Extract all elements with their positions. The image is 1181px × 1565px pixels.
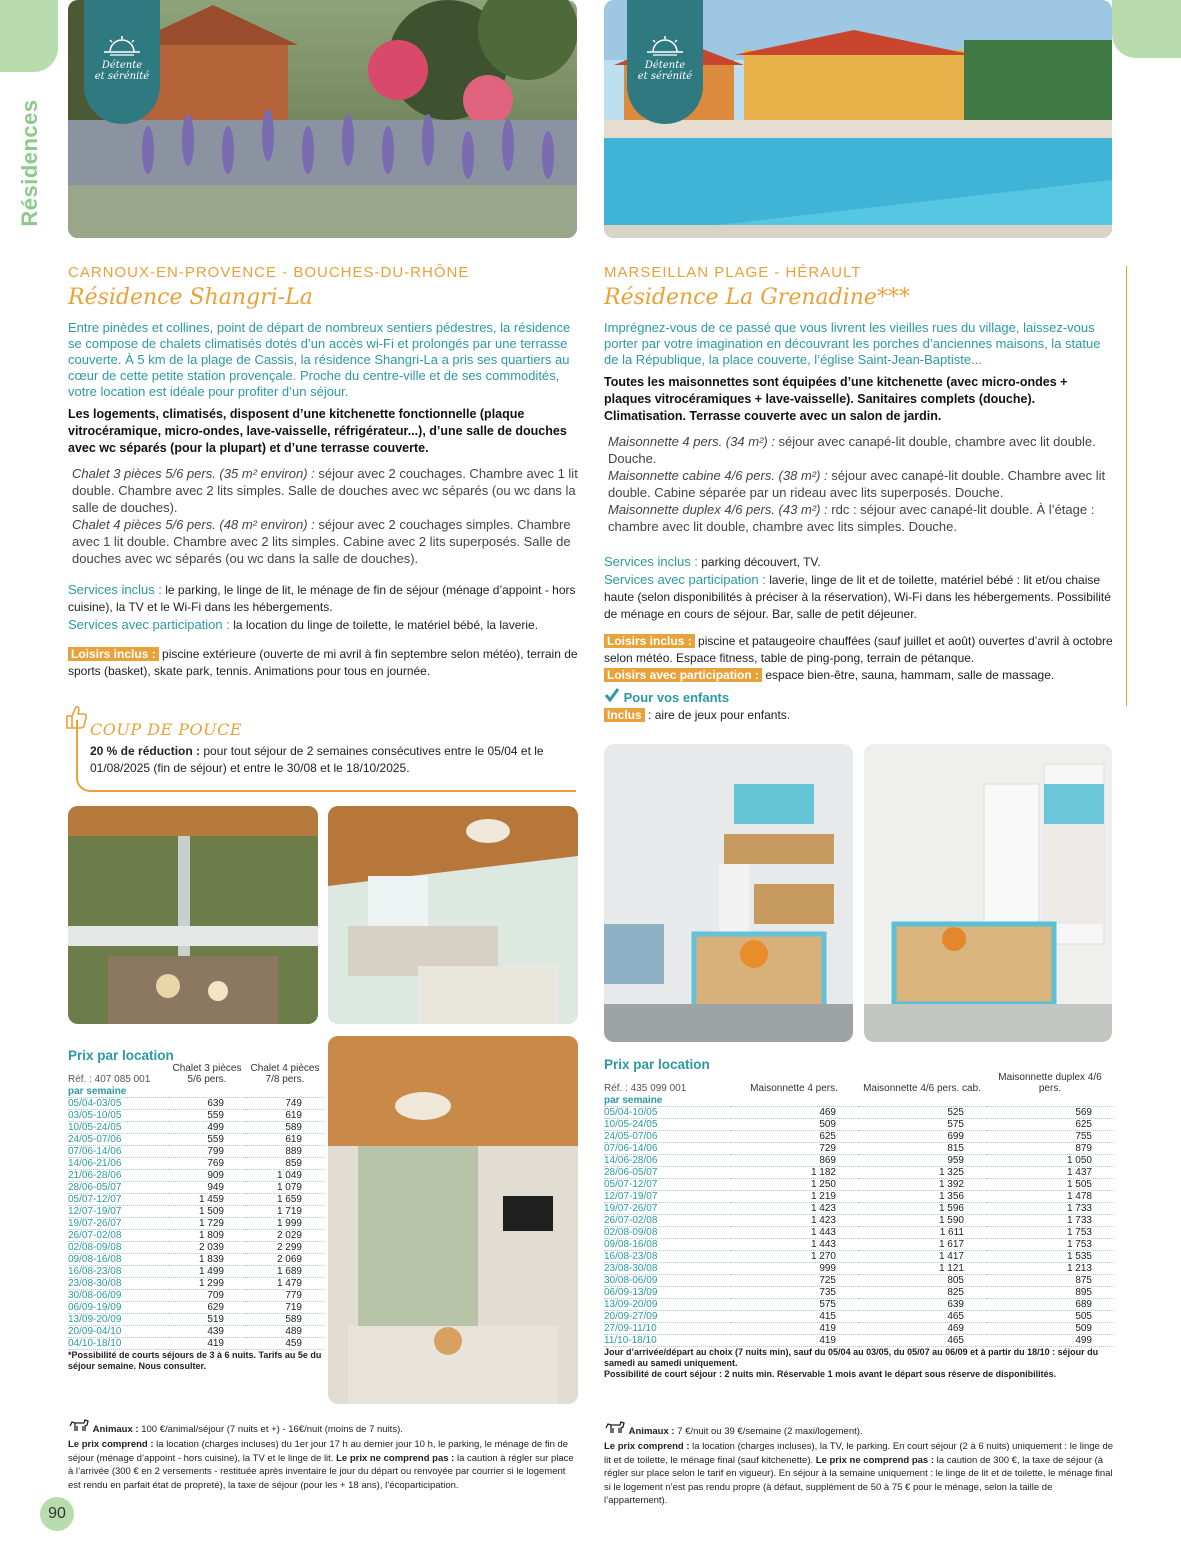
dog-icon	[604, 1426, 626, 1437]
side-label-text: Résidences	[17, 99, 42, 227]
price-row	[68, 1290, 324, 1302]
period-cell: 20/09-27/09	[604, 1311, 730, 1323]
price-cell: 799	[168, 1146, 246, 1158]
price-cell: 825	[858, 1287, 986, 1299]
price-cell: 805	[858, 1275, 986, 1287]
price-cell: 639	[858, 1299, 986, 1311]
includes-text: la location (charges incluses), la TV, le parking. En court séjour (2 à 6 nuits) uniquement : le linge de lit et de toilette, le ménage final (sauf kitchenette).	[604, 1441, 1114, 1466]
services-included-text: parking découvert, TV.	[697, 555, 821, 569]
leisure-label: Loisirs inclus :	[68, 647, 159, 661]
price-cell: 629	[168, 1302, 246, 1314]
price-row	[68, 1146, 324, 1158]
price-cell: 1 729	[168, 1218, 246, 1230]
price-cell: 779	[246, 1290, 324, 1302]
services-included-label: Services inclus :	[604, 554, 698, 569]
includes-text: la location (charges incluses) du 1er jour 17 h au dernier jour 10 h, le parking, le ménage de fin de séjour (ménage d’appoint - hors cuisine), la TV et le linge de lit.	[68, 1439, 569, 1464]
price-row	[604, 1119, 1114, 1131]
period-cell: 28/06-05/07	[68, 1182, 168, 1194]
lodging-desc: séjour avec 2 couchages simples. Chambre avec 1 lit double. Chambre avec 2 lits simples. Cabine avec 2 lits superposés. Salle de douches avec wc séparés (ou wc dans la salle de douches).	[72, 517, 571, 566]
price-row	[68, 1326, 324, 1338]
sun-icon	[104, 34, 140, 56]
left-price-block	[68, 1048, 326, 1372]
period-cell: 30/08-06/09	[68, 1290, 168, 1302]
includes-label: Le prix comprend :	[604, 1441, 690, 1452]
price-cell: 1 392	[858, 1179, 986, 1191]
price-cell: 1 423	[730, 1203, 858, 1215]
services-included-label: Services inclus :	[68, 582, 162, 597]
period-cell: 05/04-10/05	[604, 1107, 730, 1119]
price-cell: 869	[730, 1155, 858, 1167]
section-side-label	[8, 100, 52, 240]
price-cell: 519	[168, 1314, 246, 1326]
dog-icon	[68, 1424, 90, 1435]
price-cell: 1 753	[986, 1227, 1114, 1239]
price-cell: 1 356	[858, 1191, 986, 1203]
price-row	[604, 1275, 1114, 1287]
price-row	[68, 1266, 324, 1278]
period-cell: 12/07-19/07	[604, 1191, 730, 1203]
price-cell: 1 659	[246, 1194, 324, 1206]
price-cell: 499	[168, 1122, 246, 1134]
leisure-paid-label: Loisirs avec participation :	[604, 668, 762, 682]
services	[604, 553, 1114, 623]
intro-text: Entre pinèdes et collines, point de départ de nombreux sentiers pédestres, la résidence se compose de chalets climatisés dotés d’un accès wi-Fi et prolongés par une terrasse couverte. À 5 km de la plage de Cassis, la résidence Shangri-La a pris ses quartiers au cœur de cette petite station provençale. Proche du centre-ville et de ses commodités, votre location est idéale pour profiter d’un séjour.	[68, 320, 571, 399]
price-cell: 625	[730, 1131, 858, 1143]
excludes-text: la caution à régler sur place à l’arrivée (300 € en 2 versements - restituée après inventaire le jour du départ ou renvoyée par courrier si le logement est rendu en parfait état de propreté), la taxe de séjour (pour les + 18 ans), l’écoparticipation.	[68, 1452, 574, 1491]
services-paid-text: la location du linge de toilette, le matériel bébé, la laverie.	[229, 618, 539, 632]
price-cell: 415	[730, 1311, 858, 1323]
period-cell: 06/09-19/09	[68, 1302, 168, 1314]
price-row	[604, 1323, 1114, 1335]
price-row	[68, 1278, 324, 1290]
period-cell: 26/07-02/08	[68, 1230, 168, 1242]
price-cell: 1 999	[246, 1218, 324, 1230]
price-cell: 949	[168, 1182, 246, 1194]
price-row	[68, 1182, 324, 1194]
price-cell: 465	[858, 1311, 986, 1323]
price-row	[604, 1215, 1114, 1227]
services-paid-text: laverie, linge de lit et de toilette, matériel bébé : lit et/ou chaise haute (selon disponibilités à préciser à la réservation), Wi-Fi dans les hébergements. Possibilité de ménage en cours de séjour. Bar, salle de petit déjeuner.	[604, 573, 1111, 621]
price-row	[604, 1179, 1114, 1191]
price-cell: 569	[986, 1107, 1114, 1119]
pets-text: 100 €/animal/séjour (7 nuits et +) - 16€/nuit (moins de 7 nuits).	[138, 1424, 403, 1435]
pets-label: Animaux :	[92, 1424, 139, 1435]
badge-line-2: et sérénité	[637, 71, 693, 82]
leisure-text: piscine et pataugeoire chauffées (sauf juillet et août) ouvertes d’avril à octobre selon météo. Espace fitness, table de ping-pong, terrain de pétanque.	[604, 634, 1113, 665]
services	[68, 581, 578, 634]
price-cell: 719	[246, 1302, 324, 1314]
leisure-text: piscine extérieure (ouverte de mi avril à fin septembre selon météo), terrain de sports (basket), skate park, tennis. Animations pour tous en journée.	[68, 647, 578, 678]
price-cell: 2 069	[246, 1254, 324, 1266]
price-cell: 1 839	[168, 1254, 246, 1266]
residence-name: Résidence La Grenadine***	[604, 285, 910, 310]
period-cell: 05/07-12/07	[68, 1194, 168, 1206]
right-conditions	[604, 1420, 1114, 1508]
price-row	[604, 1143, 1114, 1155]
price-cell: 709	[168, 1290, 246, 1302]
period-cell: 24/05-07/06	[68, 1134, 168, 1146]
price-includes	[604, 1440, 1114, 1508]
services-included-text: le parking, le linge de lit, le ménage de fin de séjour (ménage d’appoint - hors cuisine), la TV et le Wi-Fi dans les hébergements.	[68, 583, 576, 614]
lodging-type: Maisonnette 4 pers. (34 m²) :	[608, 434, 775, 449]
price-cell: 559	[168, 1110, 246, 1122]
equipment-text: Les logements, climatisés, disposent d’une kitchenette fonctionnelle (plaque vitrocéramique, micro-ondes, lave-vaisselle, réfrigérateur...), d’une salle de douches avec wc séparés (pour la plupart) et d’une terrasse couverte.	[68, 407, 567, 455]
price-cell: 1 437	[986, 1167, 1114, 1179]
price-row	[68, 1230, 324, 1242]
right-description	[604, 264, 1114, 724]
price-cell: 699	[858, 1131, 986, 1143]
period-cell: 23/08-30/08	[604, 1263, 730, 1275]
period-cell: 09/08-16/08	[604, 1239, 730, 1251]
price-cell: 419	[168, 1338, 246, 1350]
services-paid-label: Services avec participation :	[68, 617, 230, 632]
equipment-text: Toutes les maisonnettes sont équipées d’une kitchenette (avec micro-ondes + plaques vitrocéramiques + lave-vaisselle). Sanitaires complets (douche). Climatisation. Terrasse couverte avec un salon de jardin.	[604, 375, 1068, 423]
price-row	[604, 1287, 1114, 1299]
price-row	[604, 1155, 1114, 1167]
price-cell: 505	[986, 1311, 1114, 1323]
price-row	[604, 1131, 1114, 1143]
price-row	[68, 1158, 324, 1170]
location-title: CARNOUX-EN-PROVENCE - BOUCHES-DU-RHÔNE	[68, 264, 470, 281]
period-cell: 12/07-19/07	[68, 1206, 168, 1218]
price-cell: 1 689	[246, 1266, 324, 1278]
price-cell: 525	[858, 1107, 986, 1119]
price-cell: 1 505	[986, 1179, 1114, 1191]
price-cell: 465	[858, 1335, 986, 1347]
lodging-desc: rdc : séjour avec canapé-lit double. À l’étage : chambre avec lit double, chambre avec lits simples. Douche.	[608, 502, 1095, 534]
excludes-text: la caution de 300 €, la taxe de séjour (à régler sur place selon le tarif en vigueur). En séjour à la semaine uniquement : le linge de lit et de toilette, le ménage final si le logement n’est pas rendu propre (à défaut, supplément de 50 à 75 € pour le ménage, selon la taille de l’appartement).	[604, 1454, 1113, 1506]
price-cell: 1 299	[168, 1278, 246, 1290]
kids-included	[604, 707, 1114, 724]
per-week-label: par semaine	[604, 1095, 1114, 1107]
price-table	[68, 1063, 324, 1350]
price-cell: 1 753	[986, 1239, 1114, 1251]
price-cell: 559	[168, 1134, 246, 1146]
left-conditions	[68, 1418, 578, 1492]
right-price-block	[604, 1057, 1114, 1380]
col-header: Maisonnette 4/6 pers. cab.	[863, 1083, 981, 1094]
price-cell: 1 423	[730, 1215, 858, 1227]
period-cell: 13/09-20/09	[68, 1314, 168, 1326]
price-cell: 1 213	[986, 1263, 1114, 1275]
period-cell: 16/08-23/08	[604, 1251, 730, 1263]
price-row	[604, 1191, 1114, 1203]
price-note-1: Jour d’arrivée/départ au choix (7 nuits min), sauf du 05/04 au 03/05, du 05/07 au 06/09 et à partir du 18/10 : séjour du samedi au samedi uniquement.	[604, 1347, 1099, 1368]
period-cell: 03/05-10/05	[68, 1110, 168, 1122]
pets-label: Animaux :	[628, 1426, 675, 1437]
price-cell: 1 617	[858, 1239, 986, 1251]
pets-text: 7 €/nuit ou 39 €/semaine (2 maxi/logement).	[674, 1426, 863, 1437]
period-cell: 24/05-07/06	[604, 1131, 730, 1143]
period-cell: 21/06-28/06	[68, 1170, 168, 1182]
price-cell: 1 050	[986, 1155, 1114, 1167]
price-cell: 769	[168, 1158, 246, 1170]
price-cell: 909	[168, 1170, 246, 1182]
photo-kitchen-2	[864, 744, 1112, 1042]
period-cell: 14/06-28/06	[604, 1155, 730, 1167]
price-row	[68, 1302, 324, 1314]
location-title: MARSEILLAN PLAGE - HÉRAULT	[604, 264, 862, 281]
price-cell: 1 611	[858, 1227, 986, 1239]
period-cell: 20/09-04/10	[68, 1326, 168, 1338]
price-row	[604, 1227, 1114, 1239]
photo-chalet-living	[328, 806, 578, 1024]
price-cell: 619	[246, 1110, 324, 1122]
discount-text: pour tout séjour de 2 semaines consécutives entre le 05/04 et le 01/08/2025 (fin de séjour) et entre le 30/08 et le 18/10/2025.	[90, 744, 544, 775]
period-cell: 07/06-14/06	[68, 1146, 168, 1158]
price-cell: 1 535	[986, 1251, 1114, 1263]
kids-label: Inclus	[604, 708, 645, 722]
discount-label: 20 % de réduction :	[90, 744, 201, 758]
period-cell: 11/10-18/10	[604, 1335, 730, 1347]
price-cell: 749	[246, 1098, 324, 1110]
price-cell: 875	[986, 1275, 1114, 1287]
price-cell: 959	[858, 1155, 986, 1167]
period-cell: 13/09-20/09	[604, 1299, 730, 1311]
price-cell: 1 478	[986, 1191, 1114, 1203]
lodging-type: Maisonnette cabine 4/6 pers. (38 m²) :	[608, 468, 828, 483]
price-ref: Réf. : 435 099 001	[604, 1083, 687, 1094]
price-cell: 859	[246, 1158, 324, 1170]
period-cell: 05/07-12/07	[604, 1179, 730, 1191]
period-cell: 05/04-03/05	[68, 1098, 168, 1110]
price-row	[68, 1338, 324, 1350]
price-cell: 589	[246, 1122, 324, 1134]
lodging-list	[604, 433, 1114, 535]
price-row	[604, 1335, 1114, 1347]
col-header: Maisonnette 4 pers.	[750, 1083, 838, 1094]
price-cell: 2 299	[246, 1242, 324, 1254]
price-row	[68, 1170, 324, 1182]
column-divider	[1126, 266, 1127, 706]
photo-chalet-dining	[328, 1036, 578, 1404]
lodging-type: Chalet 4 pièces 5/6 pers. (48 m² environ) :	[72, 517, 315, 532]
price-cell: 755	[986, 1131, 1114, 1143]
price-cell: 589	[246, 1314, 324, 1326]
price-row	[68, 1242, 324, 1254]
price-cell: 575	[858, 1119, 986, 1131]
price-row	[68, 1206, 324, 1218]
price-cell: 1 733	[986, 1203, 1114, 1215]
price-cell: 1 219	[730, 1191, 858, 1203]
lodging-desc: séjour avec canapé-lit double, chambre avec lit double. Douche.	[608, 434, 1096, 466]
price-cell: 729	[730, 1143, 858, 1155]
price-table	[604, 1072, 1114, 1347]
period-cell: 10/05-24/05	[68, 1122, 168, 1134]
excludes-label: Le prix ne comprend pas :	[336, 1452, 455, 1464]
price-cell: 1 121	[858, 1263, 986, 1275]
period-cell: 16/08-23/08	[68, 1266, 168, 1278]
price-cell: 439	[168, 1326, 246, 1338]
period-cell: 06/09-13/09	[604, 1287, 730, 1299]
per-week-label: par semaine	[68, 1086, 324, 1098]
price-cell: 2 029	[246, 1230, 324, 1242]
price-row	[604, 1299, 1114, 1311]
photo-kitchen-1	[604, 744, 853, 1042]
badge-line-2: et sérénité	[94, 71, 150, 82]
price-cell: 509	[730, 1119, 858, 1131]
lodging-desc: séjour avec 2 couchages. Chambre avec 1 lit double. Chambre avec 2 lits simples. Salle de douches avec wc séparés (ou wc dans la salle de douches).	[72, 466, 578, 515]
photo-terrace	[68, 806, 318, 1024]
price-cell: 1 049	[246, 1170, 324, 1182]
price-cell: 469	[730, 1107, 858, 1119]
price-cell: 1 479	[246, 1278, 324, 1290]
price-cell: 1 417	[858, 1251, 986, 1263]
price-cell: 1 443	[730, 1239, 858, 1251]
period-cell: 02/08-09/08	[604, 1227, 730, 1239]
coup-de-pouce-box	[76, 720, 576, 792]
leisure	[68, 646, 578, 680]
price-cell: 1 509	[168, 1206, 246, 1218]
price-cell: 575	[730, 1299, 858, 1311]
price-cell: 619	[246, 1134, 324, 1146]
col-header: Maisonnette duplex 4/6 pers.	[998, 1072, 1102, 1094]
period-cell: 04/10-18/10	[68, 1338, 168, 1350]
price-row	[604, 1311, 1114, 1323]
excludes-label: Le prix ne comprend pas :	[815, 1454, 935, 1466]
price-cell: 499	[986, 1335, 1114, 1347]
price-cell: 469	[858, 1323, 986, 1335]
period-cell: 10/05-24/05	[604, 1119, 730, 1131]
price-cell: 1 590	[858, 1215, 986, 1227]
lodging-type: Chalet 3 pièces 5/6 pers. (35 m² environ) :	[72, 466, 315, 481]
price-row	[68, 1110, 324, 1122]
period-cell: 30/08-06/09	[604, 1275, 730, 1287]
includes-label: Le prix comprend :	[68, 1439, 154, 1450]
intro-text: Imprégnez-vous de ce passé que vous livrent les vieilles rues du village, laissez-vous porter par votre imagination en découvrant les porches d’anciennes maisons, la statue de la République, la place couverte, l’église Saint-Jean-Baptiste...	[604, 320, 1101, 367]
coup-de-pouce-title: COUP DE POUCE	[90, 720, 243, 739]
kids-title	[604, 688, 1114, 705]
price-cell: 689	[986, 1299, 1114, 1311]
price-row	[604, 1203, 1114, 1215]
services-paid-label: Services avec participation :	[604, 572, 766, 587]
price-note: *Possibilité de courts séjours de 3 à 6 nuits. Tarifs au 5e du séjour semaine. Nous consulter.	[68, 1350, 322, 1371]
pets-line	[604, 1420, 1114, 1438]
leisure-label: Loisirs inclus :	[604, 634, 695, 648]
price-row	[68, 1254, 324, 1266]
price-cell: 1 182	[730, 1167, 858, 1179]
price-cell: 1 325	[858, 1167, 986, 1179]
corner-tab-left	[0, 0, 58, 72]
price-title: Prix par location	[604, 1057, 710, 1072]
price-cell: 879	[986, 1143, 1114, 1155]
sun-icon	[647, 34, 683, 56]
price-cell: 1 443	[730, 1227, 858, 1239]
price-cell: 1 459	[168, 1194, 246, 1206]
col-header: Chalet 4 pièces 7/8 pers.	[250, 1063, 320, 1085]
price-row	[68, 1134, 324, 1146]
price-cell: 419	[730, 1335, 858, 1347]
page-number: 90	[40, 1497, 74, 1531]
price-row	[68, 1122, 324, 1134]
price-row	[68, 1194, 324, 1206]
badge-detente-right	[627, 0, 703, 124]
price-row	[68, 1098, 324, 1110]
price-cell: 1 719	[246, 1206, 324, 1218]
price-cell: 489	[246, 1326, 324, 1338]
price-cell: 725	[730, 1275, 858, 1287]
price-cell: 999	[730, 1263, 858, 1275]
period-cell: 09/08-16/08	[68, 1254, 168, 1266]
price-cell: 1 733	[986, 1215, 1114, 1227]
price-cell: 895	[986, 1287, 1114, 1299]
price-row	[604, 1167, 1114, 1179]
badge-line-1: Détente	[101, 60, 143, 71]
check-icon	[604, 690, 620, 705]
price-cell: 1 809	[168, 1230, 246, 1242]
price-ref: Réf. : 407 085 001	[68, 1074, 151, 1085]
price-cell: 459	[246, 1338, 324, 1350]
price-note-2: Possibilité de court séjour : 2 nuits min. Réservable 1 mois avant le départ sous réserve de disponibilités.	[604, 1369, 1057, 1379]
price-cell: 625	[986, 1119, 1114, 1131]
period-cell: 07/06-14/06	[604, 1143, 730, 1155]
price-row	[604, 1107, 1114, 1119]
price-cell: 815	[858, 1143, 986, 1155]
kids-text: : aire de jeux pour enfants.	[644, 708, 791, 722]
period-cell: 14/06-21/06	[68, 1158, 168, 1170]
kids-title-text: Pour vos enfants	[623, 690, 730, 705]
lodging-list	[68, 465, 578, 567]
residence-name: Résidence Shangri-La	[68, 285, 313, 310]
price-cell: 639	[168, 1098, 246, 1110]
price-cell: 1 079	[246, 1182, 324, 1194]
coup-de-pouce-text	[90, 743, 576, 777]
badge-detente-left	[84, 0, 160, 124]
lodging-desc: séjour avec canapé-lit double. Chambre avec lit double. Cabine séparée par un rideau avec lits superposés. Douche.	[608, 468, 1106, 500]
badge-line-1: Détente	[644, 60, 686, 71]
period-cell: 27/09-11/10	[604, 1323, 730, 1335]
price-cell: 1 270	[730, 1251, 858, 1263]
price-title: Prix par location	[68, 1048, 174, 1063]
price-cell: 1 250	[730, 1179, 858, 1191]
period-cell: 23/08-30/08	[68, 1278, 168, 1290]
price-row	[68, 1314, 324, 1326]
price-row	[604, 1239, 1114, 1251]
price-cell: 509	[986, 1323, 1114, 1335]
price-cell: 1 499	[168, 1266, 246, 1278]
period-cell: 28/06-05/07	[604, 1167, 730, 1179]
price-row	[604, 1251, 1114, 1263]
pets-line	[68, 1418, 578, 1436]
left-description	[68, 264, 578, 680]
leisure	[604, 633, 1114, 684]
price-row	[68, 1218, 324, 1230]
price-row	[604, 1263, 1114, 1275]
price-includes	[68, 1438, 578, 1492]
col-header: Chalet 3 pièces 5/6 pers.	[172, 1063, 242, 1085]
corner-tab-right	[1112, 0, 1181, 58]
price-cell: 735	[730, 1287, 858, 1299]
price-cell: 419	[730, 1323, 858, 1335]
lodging-type: Maisonnette duplex 4/6 pers. (43 m²) :	[608, 502, 828, 517]
price-cell: 2 039	[168, 1242, 246, 1254]
period-cell: 19/07-26/07	[604, 1203, 730, 1215]
leisure-paid-text: espace bien-être, sauna, hammam, salle de massage.	[762, 668, 1055, 682]
period-cell: 26/07-02/08	[604, 1215, 730, 1227]
period-cell: 19/07-26/07	[68, 1218, 168, 1230]
price-cell: 1 596	[858, 1203, 986, 1215]
period-cell: 02/08-09/08	[68, 1242, 168, 1254]
price-cell: 889	[246, 1146, 324, 1158]
